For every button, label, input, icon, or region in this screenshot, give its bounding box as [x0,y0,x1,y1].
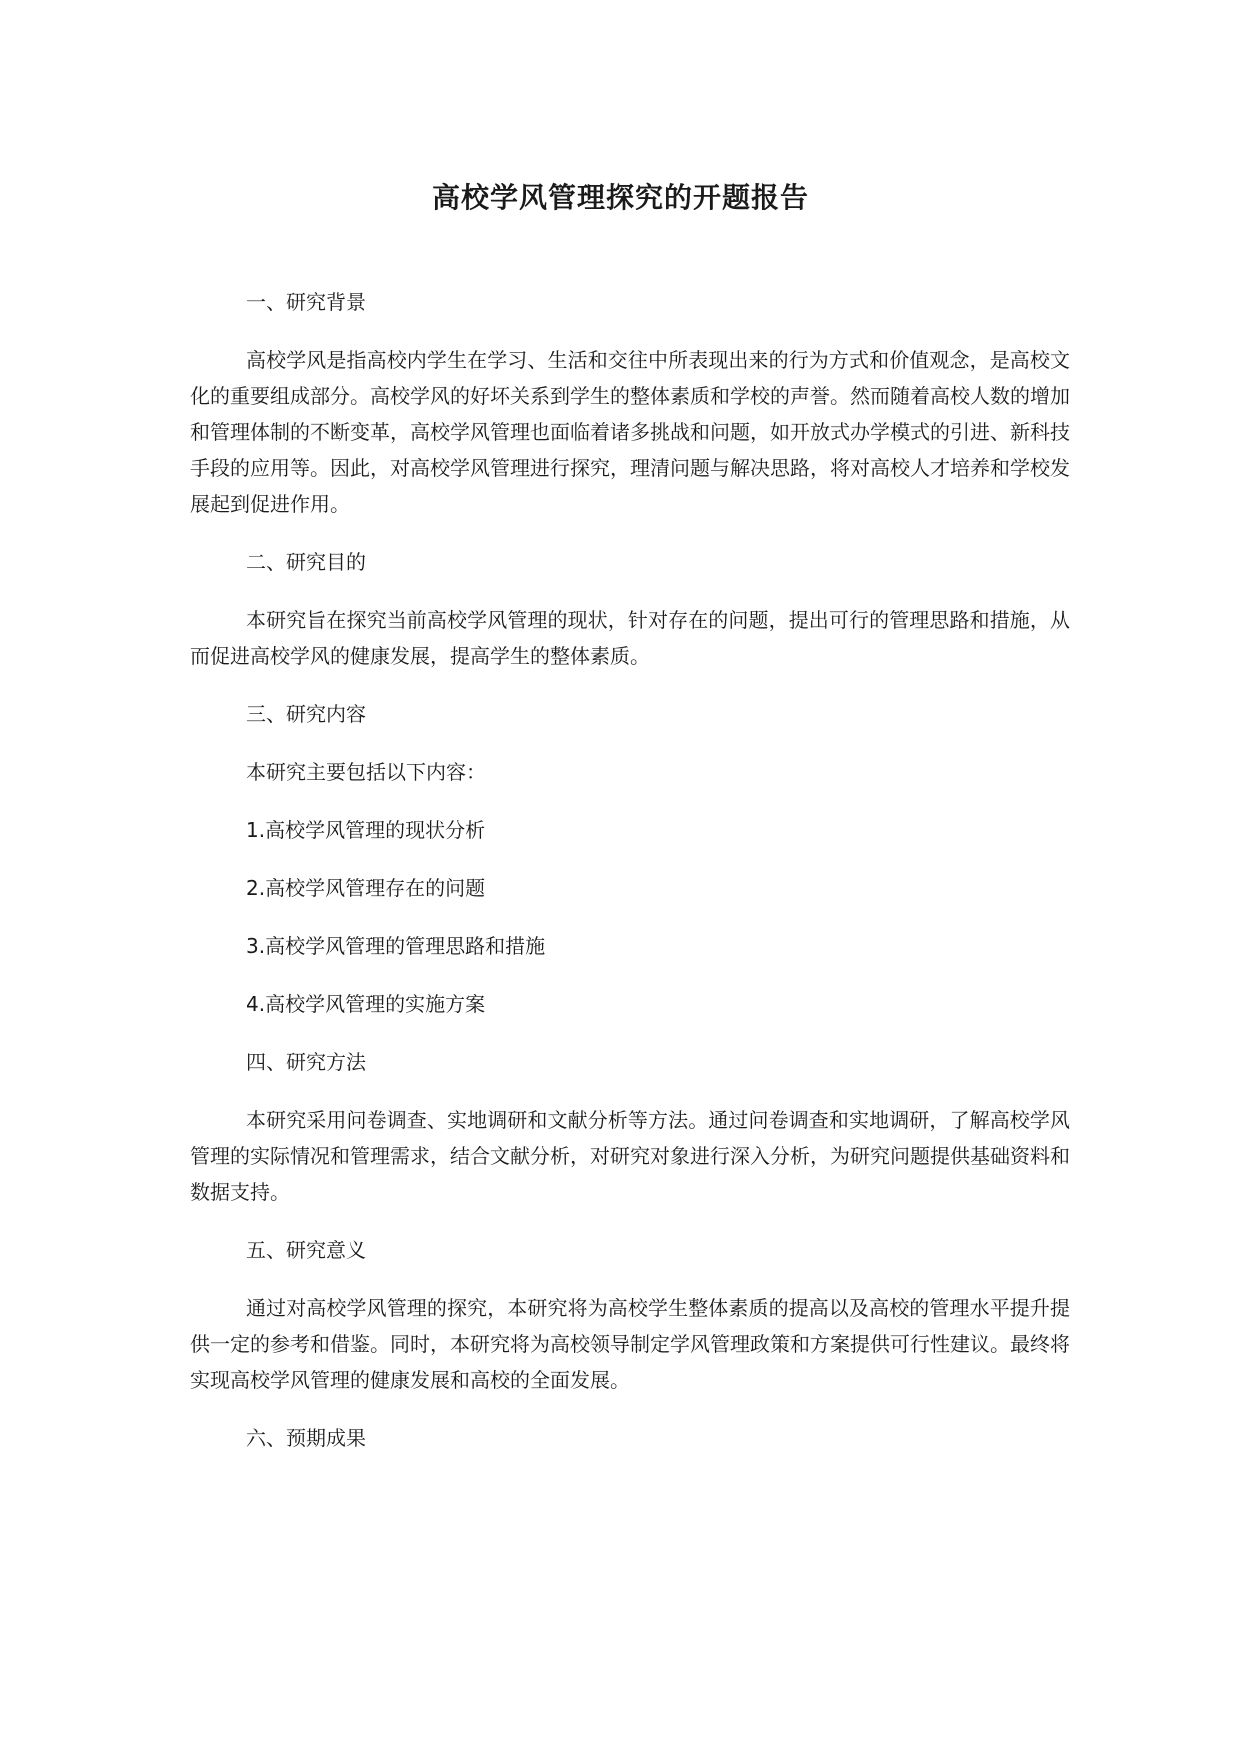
paragraph-significance: 通过对高校学风管理的探究，本研究将为高校学生整体素质的提高以及高校的管理水平提升提供一定的参考和借鉴。同时，本研究将为高校领导制定学风管理政策和方案提供可行性建议。最终将实现高校学风管理的健康发展和高校的全面发展。 [190,1296,1070,1392]
section-heading-method: 四、研究方法 [246,1050,366,1074]
paragraph-background: 高校学风是指高校内学生在学习、生活和交往中所表现出来的行为方式和价值观念，是高校文化的重要组成部分。高校学风的好坏关系到学生的整体素质和学校的声誉。然而随着高校人数的增加和管理体制的不断变革，高校学风管理也面临着诸多挑战和问题，如开放式办学模式的引进、新科技手段的应用等。因此，对高校学风管理进行探究，理清问题与解决思路，将对高校人才培养和学校发展起到促进作用。 [190,348,1070,516]
section-heading-significance: 五、研究意义 [246,1238,366,1262]
list-item: 1.高校学风管理的现状分析 [246,818,486,842]
list-item: 3.高校学风管理的管理思路和措施 [246,934,546,958]
paragraph-purpose: 本研究旨在探究当前高校学风管理的现状，针对存在的问题，提出可行的管理思路和措施，从而促进高校学风的健康发展，提高学生的整体素质。 [190,608,1070,668]
section-heading-background: 一、研究背景 [246,290,366,314]
document-title: 高校学风管理探究的开题报告 [431,181,809,214]
document-body [190,284,1070,1456]
section-heading-expected-results: 六、预期成果 [246,1426,366,1450]
paragraph-content-intro: 本研究主要包括以下内容： [246,760,486,784]
section-heading-purpose: 二、研究目的 [246,550,366,574]
list-item: 4.高校学风管理的实施方案 [246,992,486,1016]
paragraph-method: 本研究采用问卷调查、实地调研和文献分析等方法。通过问卷调查和实地调研，了解高校学风管理的实际情况和管理需求，结合文献分析，对研究对象进行深入分析，为研究问题提供基础资料和数据支持。 [190,1108,1070,1204]
section-heading-content: 三、研究内容 [246,702,366,726]
list-item: 2.高校学风管理存在的问题 [246,876,486,900]
